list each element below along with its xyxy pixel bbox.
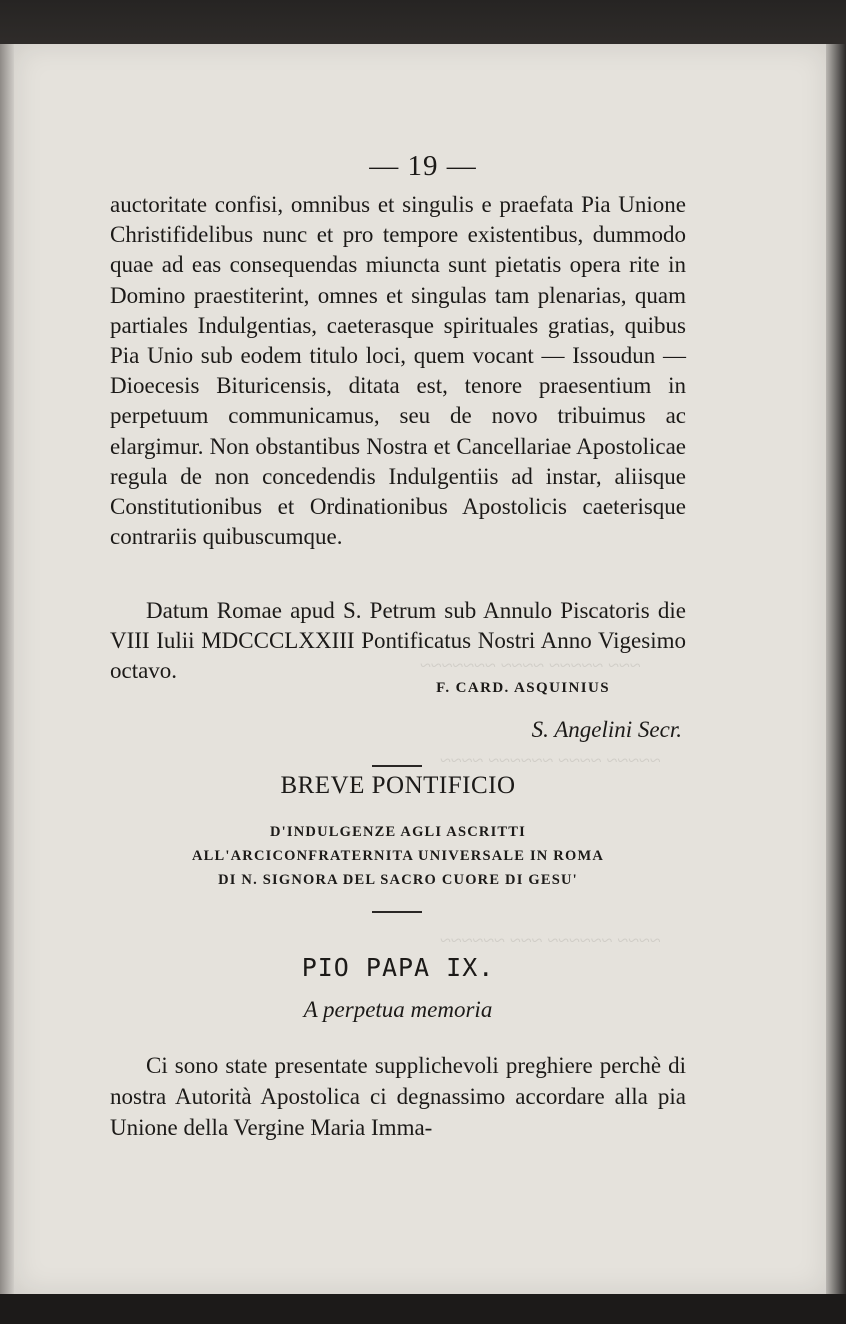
bleed-through-texture: ~~~~ ~~~~~~ ~~~ ~~~~~~ [440,930,661,952]
left-page-edge [0,44,14,1294]
page-number: — 19 — [369,150,477,182]
right-page-edge [826,44,846,1294]
section-title: BREVE PONTIFICIO [280,772,516,799]
bleed-through-texture: ~~~ ~~~~~ ~~~~ ~~~~~~~ [420,655,641,677]
bottom-dark-border [0,1294,846,1324]
dating-paragraph: Datum Romae apud S. Petrum sub Annulo Piscatoris die VIII Iulii MDCCCLXXIII Pontificatus Nostri Anno Vigesimo octavo. [110,598,686,684]
section-subtitle-line: D'INDULGENZE AGLI ASCRITTI [269,824,526,840]
section-subtitle-line: ALL'ARCICONFRATERNITA UNIVERSALE IN ROMA [191,848,604,864]
secretary-signature: S. Angelini Secr. [531,717,682,742]
body-paragraph-latin: auctoritate confisi, omnibus et singulis e praefata Pia Unione Christifidelibus nunc et pro tempore existentibus, dummodo quae ad eas consequendas miuncta sunt pietatis opera rite in Domino praestiterint, omnes et singulas tam plenarias, quam partiales Indulgentias, caeterasque spirituales gratias, quibus Pia Unio sub eodem titulo loci, quem vocant — Issoudun — Dioecesis Bituricensis, ditata est, tenore praesentium in perpetuum communicamus, seu de novo tribuimus ac elargimur. Non obstantibus Nostra et Cancellariae Apostolicae regula de non concedendis Indulgentiis ad instar, aliisque Constitutionibus et Ordinationibus Apostolicis caeterisque contrariis quibuscumque. [110,192,686,550]
pope-heading: PIO PAPA IX. [301,953,495,982]
signatory-name: F. CARD. ASQUINIUS [436,680,610,696]
section-divider [372,765,422,767]
memoria-subheading: A perpetua memoria [303,997,493,1022]
body-paragraph-italian: Ci sono state presentate supplichevoli preghiere perchè di nostra Autorità Apostolica ci degnassimo accordare alla pia Unione della Vergine Maria Imma- [110,1053,686,1140]
section-divider [372,911,422,913]
section-subtitle-line: DI N. SIGNORA DEL SACRO CUORE DI GESU' [218,872,578,888]
bleed-through-texture: ~~~~~ ~~~~ ~~~~~~ ~~~~ [440,750,661,772]
